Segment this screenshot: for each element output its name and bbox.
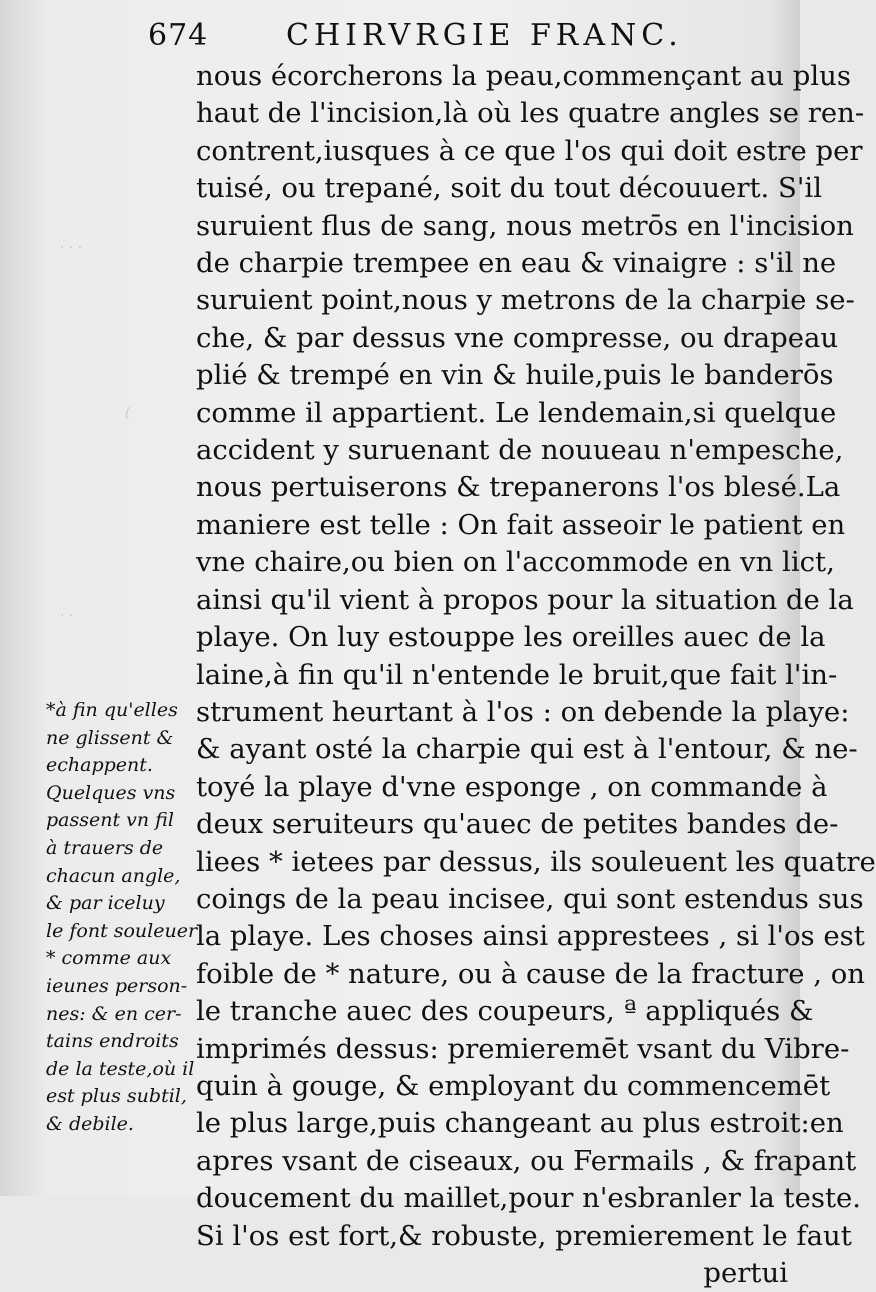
text-line: comme il appartient. Le lendemain,si quelque [196, 396, 837, 429]
text-line: haut de l'incision,là où les quatre angles se ren- [196, 97, 865, 130]
text-line: imprimés dessus: premieremēt vsant du Vibre- [196, 1032, 850, 1065]
show-through-mark: · · [60, 608, 74, 624]
margin-line: passent vn fil [46, 809, 174, 832]
text-line: ainsi qu'il vient à propos pour la situation de la [196, 583, 854, 616]
text-line: & ayant osté la charpie qui est à l'entour, & ne- [196, 733, 858, 766]
text-line: vne chaire,ou bien on l'accommode en vn lict, [196, 546, 835, 579]
margin-line: nes: & en cer- [46, 1002, 182, 1025]
text-line: accident y suruenant de nouueau n'empesche, [196, 434, 844, 467]
text-line: tuisé, ou trepané, soit du tout découuert. S'il [196, 172, 823, 205]
text-line: che, & par dessus vne compresse, ou drapeau [196, 321, 839, 354]
margin-line: ieunes person- [46, 974, 188, 997]
margin-line: Quelques vns [46, 781, 176, 804]
margin-line: tains endroits [46, 1030, 179, 1053]
margin-line: & par iceluy [46, 892, 165, 915]
show-through-mark: · · · [60, 240, 83, 256]
text-line: Si l'os est fort,& robuste, premierement le faut [196, 1219, 852, 1252]
text-line: toyé la playe d'vne esponge , on commande à [196, 770, 828, 803]
text-line: maniere est telle : On fait asseoir le patient en [196, 508, 846, 541]
margin-line: *à fin qu'elles [46, 699, 178, 721]
text-line: laine,à fin qu'il n'entende le bruit,que fait l'in- [196, 658, 838, 691]
text-line: suruient flus de sang, nous metrōs en l'incision [196, 209, 854, 242]
text-line: la playe. Les choses ainsi apprestees , si l'os est [196, 920, 865, 953]
running-title: CHIRVRGIE FRANC. [286, 18, 683, 53]
text-line: foible de * nature, ou à cause de la fracture , on [196, 957, 865, 990]
main-text-block [196, 58, 876, 1292]
text-line: strument heurtant à l'os : on debende la playe: [196, 695, 850, 728]
text-line: liees * ietees par dessus, ils souleuent les quatre [196, 845, 876, 878]
text-line: doucement du maillet,pour n'esbranler la teste. [196, 1182, 862, 1215]
text-line: coings de la peau incisee, qui sont estendus sus [196, 882, 864, 915]
text-line: quin à gouge, & employant du commencemēt [196, 1069, 831, 1102]
text-line: le plus large,puis changeant au plus estroit:en [196, 1107, 844, 1140]
text-line: playe. On luy estouppe les oreilles auec de la [196, 621, 826, 654]
margin-line: de la teste,où il [46, 1057, 195, 1080]
text-line: contrent,iusques à ce que l'os qui doit estre per [196, 134, 863, 167]
margin-line: ne glissent & [46, 726, 174, 749]
text-line: le tranche auec des coupeurs, ª appliqués & [196, 995, 814, 1028]
margin-line: chacun angle, [46, 864, 181, 887]
text-line: suruient point,nous y metrons de la charpie se- [196, 284, 855, 317]
margin-line: * comme aux [46, 947, 172, 970]
text-line: de charpie trempee en eau & vinaigre : s'il ne [196, 247, 837, 280]
margin-line: à trauers de [46, 836, 164, 859]
text-line: apres vsant de ciseaux, ou Fermails , & frapant [196, 1144, 857, 1177]
page-header [148, 18, 786, 58]
text-line: nous pertuiserons & trepanerons l'os blesé.La [196, 471, 841, 504]
text-line: plié & trempé en vin & huile,puis le banderōs [196, 359, 834, 392]
margin-line: & debile. [46, 1112, 134, 1135]
margin-line: le font souleuer [46, 919, 198, 942]
catchword: pertui [703, 1257, 788, 1289]
page-number: 674 [148, 18, 209, 53]
text-line: deux seruiteurs qu'auec de petites bandes de- [196, 808, 839, 841]
show-through-mark: ( [125, 405, 131, 421]
text-line: nous écorcherons la peau,commençant au plus [196, 60, 851, 92]
marginal-note [46, 697, 196, 1139]
margin-line: echappent. [46, 754, 153, 777]
margin-line: est plus subtil, [46, 1085, 187, 1108]
